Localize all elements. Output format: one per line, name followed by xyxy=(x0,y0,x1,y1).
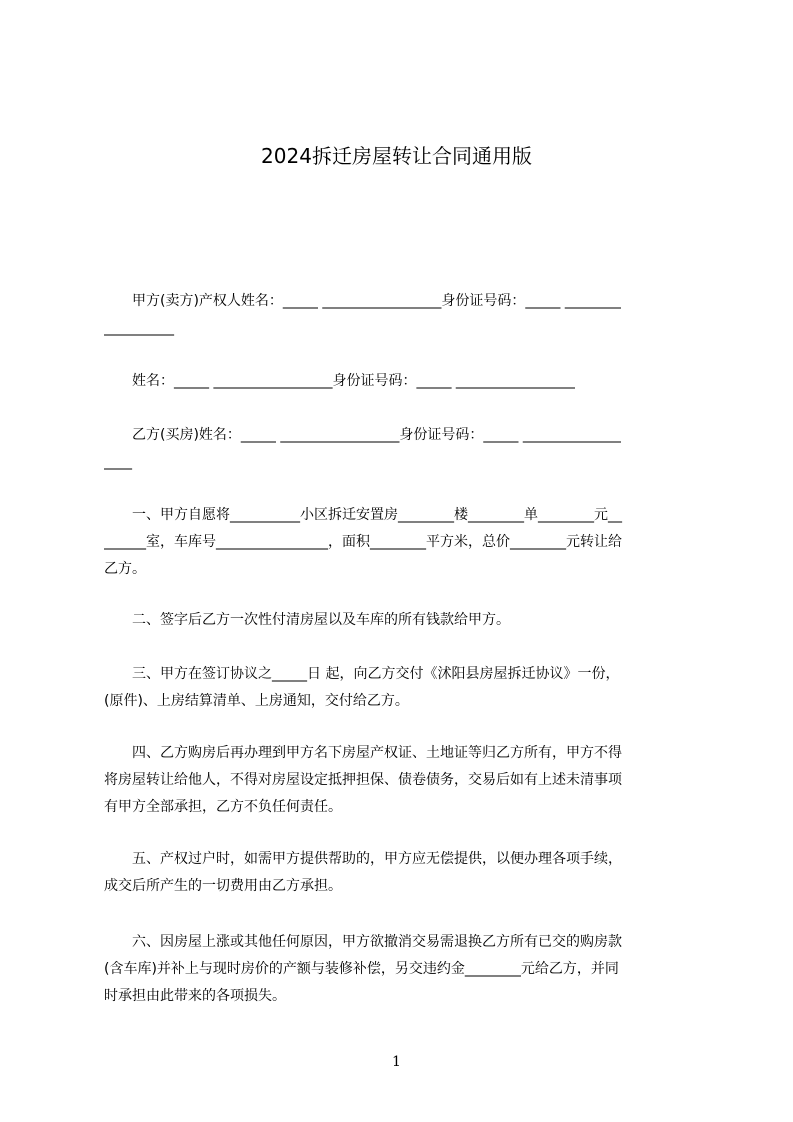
text-line: (原件)、上房结算清单、上房通知，交付给乙方。 xyxy=(104,693,409,709)
document-title: 2024拆迁房屋转让合同通用版 xyxy=(261,144,532,168)
text-line: 四、乙方购房后再办理到甲方名下房屋产权证、土地证等归乙方所有，甲方不得 xyxy=(104,745,622,761)
text-line: 乙方。 xyxy=(104,561,146,577)
clause-1 xyxy=(104,502,700,583)
clause-6 xyxy=(104,929,700,1010)
text-line: 成交后所产生的一切费用由乙方承担。 xyxy=(104,878,342,894)
text-line: 将房屋转让给他人，不得对房屋设定抵押担保、债卷债务，交易后如有上述未清事项 xyxy=(104,772,622,788)
text-line: 二、签字后乙方一次性付清房屋以及车库的所有钱款给甲方。 xyxy=(104,612,510,628)
text-line: ______室，车库号________________，面积________平方米，总价________元转让给 xyxy=(104,534,622,550)
text-line: 时承担由此带来的各项损失。 xyxy=(104,988,286,1004)
text-line: ____ xyxy=(104,454,132,470)
text-line: 甲方(卖方)产权人姓名：_____ _________________身份证号码：_____ ________ xyxy=(104,293,621,309)
party-a-co-owner-paragraph xyxy=(104,368,700,395)
party-a-owner-paragraph xyxy=(104,288,700,342)
text-line: __________ xyxy=(104,320,174,336)
text-line: 一、甲方自愿将__________小区拆迁安置房________楼________单________元__ xyxy=(104,507,622,523)
text-line: 三、甲方在签订协议之_____日 起，向乙方交付《沭阳县房屋拆迁协议》一份， xyxy=(104,666,620,682)
text-line: (含车库)并补上与现时房价的产额与装修补偿，另交违约金________元给乙方，并同 xyxy=(104,961,619,977)
text-line: 乙方(买房)姓名：_____ _________________身份证号码：_____ ______________ xyxy=(104,427,621,443)
clause-2 xyxy=(104,607,700,634)
text-line: 姓名：_____ _________________身份证号码：_____ _________________ xyxy=(104,373,575,389)
clause-4 xyxy=(104,740,700,821)
text-line: 五、产权过户时，如需甲方提供帮助的，甲方应无偿提供，以便办理各项手续， xyxy=(104,851,622,867)
clause-5 xyxy=(104,846,700,900)
party-b-paragraph xyxy=(104,422,700,476)
page-number: 1 xyxy=(392,1054,401,1070)
text-line: 有甲方全部承担，乙方不负任何责任。 xyxy=(104,799,342,815)
clause-3 xyxy=(104,661,700,715)
text-line: 六、因房屋上涨或其他任何原因，甲方欲撤消交易需退换乙方所有已交的购房款 xyxy=(104,934,622,950)
